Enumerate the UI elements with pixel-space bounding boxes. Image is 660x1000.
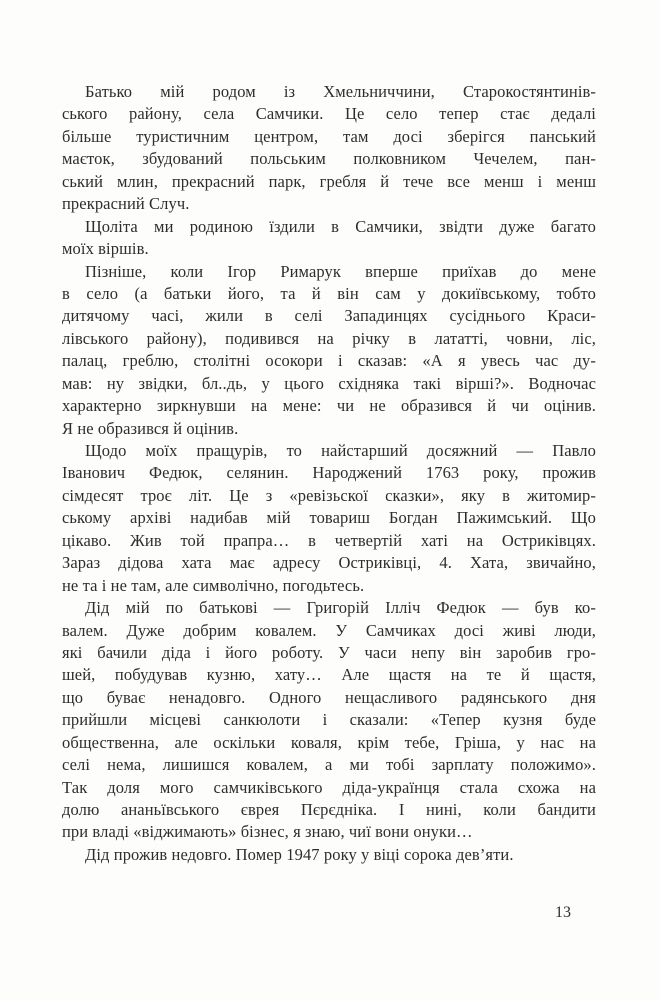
text-line: Дід мій по батькові — Григорій Ілліч Федюк — був ко- (85, 598, 596, 618)
text-block (62, 81, 596, 866)
text-line: в село (а батьки його, та й він сам у докиївському, тобто (62, 283, 596, 303)
paragraph (62, 844, 596, 866)
text-line: валем. Дуже добрим ковалем. У Самчиках досі живі люди, (62, 620, 596, 640)
text-line: маєток, збудований польським полковником Чечелем, пан- (62, 149, 596, 169)
text-line: общественна, але оскільки коваля, крім тебе, Гріша, у нас на (62, 732, 596, 752)
text-line: що буває ненадовго. Одного нещасливого радянського дня (62, 687, 596, 707)
text-line: прийшли місцеві санкюлоти і сказали: «Тепер кузня буде (62, 710, 596, 730)
text-line: Батько мій родом із Хмельниччини, Старокостянтинів- (85, 82, 596, 101)
text-line: ський млин, прекрасний парк, гребля й тече все менш і менш (62, 171, 596, 191)
text-line: мав: ну звідки, бл..дь, у цього східняка такі вірші?». Водночас (62, 373, 596, 393)
text-line: шей, побудував кузню, хату… Але щастя на те й щастя, (62, 665, 596, 685)
text-line: Так доля мого самчиківського діда-українця стала схожа на (62, 777, 596, 797)
text-line: ського району, села Самчики. Це село тепер стає дедалі (62, 104, 596, 124)
text-line: прекрасний Случ. (62, 194, 190, 214)
text-line: дитячому часі, жили в селі Западинцях сусіднього Краси- (62, 306, 596, 326)
text-line: Пізніше, коли Ігор Римарук вперше приїхав до мене (85, 261, 596, 281)
text-line: цікаво. Жив той прапра… в четвертій хаті на Остриківцях. (62, 530, 596, 550)
text-line: характерно зиркнувши на мене: чи не образився й чи оцінив. (62, 396, 596, 416)
text-line: ському архіві надибав мій товариш Богдан Пажимський. Що (62, 508, 596, 528)
text-line: більше туристичним центром, там досі зберігся панський (62, 126, 596, 146)
text-line: при владі «віджимають» бізнес, я знаю, чиї вони онуки… (62, 822, 473, 842)
text-line: палац, греблю, столітні осокори і сказав: «А я увесь час ду- (62, 351, 596, 371)
text-line: моїх віршів. (62, 239, 149, 259)
paragraph (62, 216, 596, 261)
text-line: Дід прожив недовго. Помер 1947 року у віці сорока дев’яти. (85, 844, 514, 864)
text-line: селі нема, лишишся ковалем, а ми тобі зарплату положимо». (62, 755, 596, 775)
text-line: Щоліта ми родиною їздили в Самчики, звідти дуже багато (85, 216, 596, 236)
text-line: не та і не там, але символічно, погодьтесь. (62, 575, 365, 595)
text-line: які бачили діда і його роботу. У часи непу він заробив гро- (62, 642, 596, 662)
paragraph (62, 81, 596, 216)
text-line: лівського району), подивився на річку в лататті, човни, ліс, (62, 328, 596, 348)
text-line: Я не образився й оцінив. (62, 418, 239, 438)
text-line: Щодо моїх пращурів, то найстарший досяжний — Павло (85, 441, 596, 460)
paragraph (62, 597, 596, 844)
text-line: долю ананьївського єврея Пєрєдніка. І нині, коли бандити (62, 800, 596, 819)
paragraph (62, 261, 596, 441)
page-number: 13 (555, 904, 571, 921)
text-line: Зараз дідова хата має адресу Остриківці, 4. Хата, звичайно, (62, 553, 596, 573)
text-line: сімдесят троє літ. Це з «ревізьскої сказки», яку в житомир- (62, 485, 596, 505)
paragraph (62, 440, 596, 597)
text-line: Іванович Федюк, селянин. Народжений 1763 року, прожив (62, 463, 596, 483)
